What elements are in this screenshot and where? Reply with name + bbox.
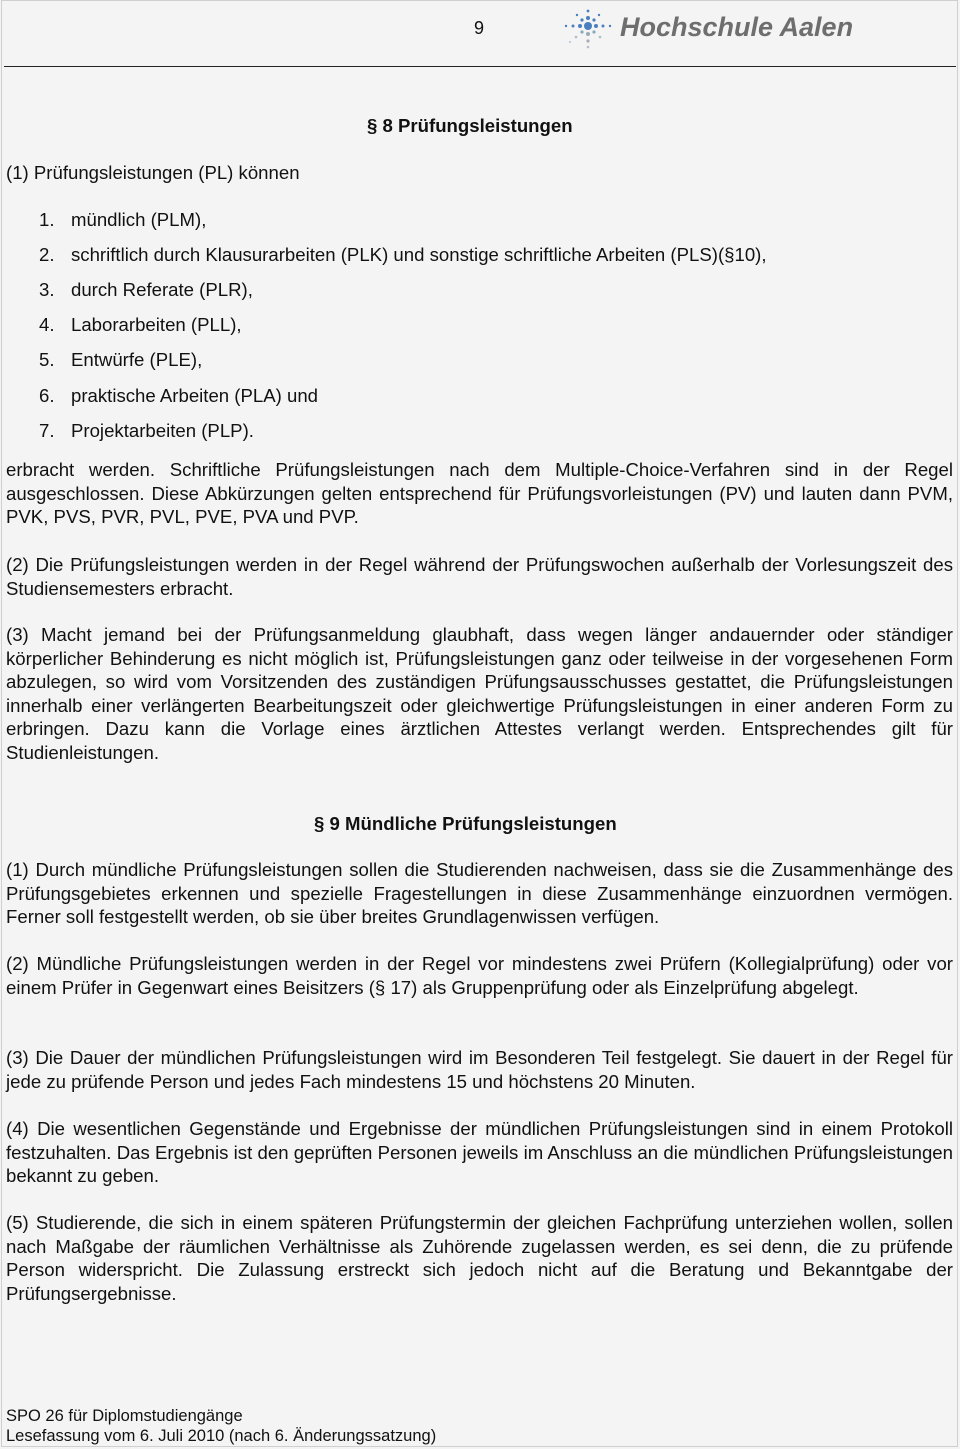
list-item: 2. schriftlich durch Klausurarbeiten (PLK) und sonstige schriftliche Arbeiten (PLS)(§10), [39, 244, 767, 265]
list-item: 6. praktische Arbeiten (PLA) und [39, 385, 319, 406]
list-item: 7. Projektarbeiten (PLP). [39, 420, 254, 441]
list-item: 1. mündlich (PLM), [39, 209, 207, 230]
footer-line-1: SPO 26 für Diplomstudiengänge [6, 1407, 243, 1425]
list-item: 5. Entwürfe (PLE), [39, 349, 203, 370]
paragraph: (4) Die wesentlichen Gegenstände und Ergebnisse der mündlichen Prüfungsleistungen sind in einem Protokoll festzuhalten. Das Ergebnis ist den geprüften Personen jeweils im Anschluss an die mündlichen Prüfungsleistungen bekannt zu geben. [6, 1118, 953, 1186]
section-9-title: § 9 Mündliche Prüfungsleistungen [314, 813, 617, 834]
header-rule [4, 66, 956, 67]
starburst-logo-icon [560, 6, 616, 50]
section-8-intro: (1) Prüfungsleistungen (PL) können [6, 162, 300, 183]
page-number: 9 [474, 18, 485, 38]
footer [6, 1406, 436, 1446]
paragraph: (2) Die Prüfungsleistungen werden in der Regel während der Prüfungswochen außerhalb der Vorlesungszeit des Studiensemesters erbracht. [6, 554, 953, 599]
logo-text: Hochschule Aalen [620, 12, 854, 43]
paragraph: (2) Mündliche Prüfungsleistungen werden in der Regel vor mindestens zwei Prüfern (Kollegialprüfung) oder vor einem Prüfer in Gegenwart eines Beisitzers (§ 17) als Gruppenprüfung oder als Einzelprüfung abgelegt. [6, 953, 953, 998]
paragraph: (3) Die Dauer der mündlichen Prüfungsleistungen wird im Besonderen Teil festgelegt. Sie dauert in der Regel für jede zu prüfende Person und jedes Fach mindestens 15 und höchstens 20 Minuten. [6, 1047, 953, 1092]
footer-line-2: Lesefassung vom 6. Juli 2010 (nach 6. Änderungssatzung) [6, 1427, 437, 1445]
list-item: 4. Laborarbeiten (PLL), [39, 314, 242, 335]
list-item: 3. durch Referate (PLR), [39, 279, 253, 300]
paragraph: (3) Macht jemand bei der Prüfungsanmeldung glaubhaft, dass wegen länger andauernder oder ständiger körperlicher Behinderung es nicht möglich ist, Prüfungsleistungen ganz oder teilweise in der vorgesehenen Form abzulegen, so wird vom Vorsitzenden des zuständigen Prüfungsausschusses gestattet, die Prüfungsleistungen innerhalb einer verlängerten Bearbeitungszeit oder gleichwertige Prüfungsleistungen in einer anderen Form zu erbringen. Dazu kann die Vorlage eines ärztlichen Attestes verlangt werden. Entsprechendes gilt für Studienleistungen. [6, 624, 953, 763]
paragraph: (5) Studierende, die sich in einem späteren Prüfungstermin der gleichen Fachprüfung unterziehen wollen, sollen nach Maßgabe der räumlichen Verhältnisse als Zuhörende zugelassen werden, es sei denn, die zu prüfende Person widerspricht. Die Zulassung erstreckt sich jedoch nicht auf die Beratung und Bekanntgabe der Prüfungsergebnisse. [6, 1212, 953, 1304]
paragraph: (1) Durch mündliche Prüfungsleistungen sollen die Studierenden nachweisen, dass sie die Zusammenhänge des Prüfungsgebietes erkennen und spezielle Fragestellungen in diese Zusammenhänge einzuordnen vermögen. Ferner soll festgestellt werden, ob sie über breites Grundlagenwissen verfügen. [6, 859, 953, 927]
section-8-title: § 8 Prüfungsleistungen [367, 115, 573, 136]
paragraph: erbracht werden. Schriftliche Prüfungsleistungen nach dem Multiple-Choice-Verfahren sind in der Regel ausgeschlossen. Diese Abkürzungen gelten entsprechend für Prüfungsvorleistungen (PV) und lauten dann PVM, PVK, PVS, PVR, PVL, PVE, PVA und PVP. [6, 459, 953, 527]
logo [560, 6, 853, 50]
